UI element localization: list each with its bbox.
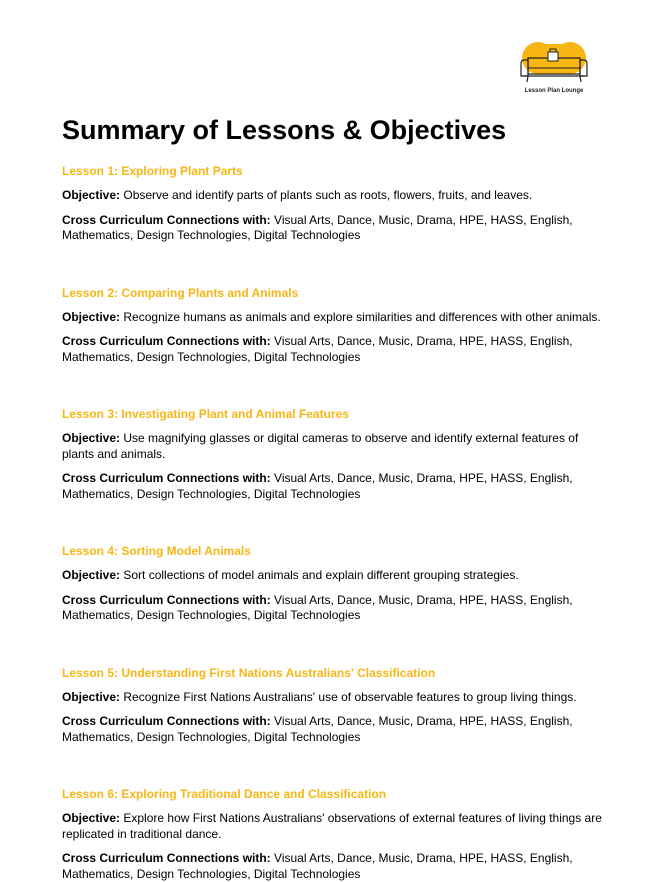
lesson-item [62, 786, 602, 882]
connections-label: Cross Curriculum Connections with: [62, 334, 271, 348]
objective-text [62, 811, 602, 842]
objective-value: Observe and identify parts of plants such as roots, flowers, fruits, and leaves. [123, 188, 533, 202]
objective-label: Objective: [62, 689, 121, 704]
connections-label: Cross Curriculum Connections with: [62, 212, 271, 227]
objective-text [62, 568, 602, 584]
lesson-item [62, 543, 602, 624]
objective-value: Use magnifying glasses or digital cameras to observe and identify external features of plants and animals. [62, 431, 579, 461]
connections-text [62, 213, 602, 244]
lesson-title: Lesson 4: Sorting Model Animals [62, 544, 251, 558]
objective-label: Objective: [62, 811, 121, 825]
connections-text [62, 851, 602, 882]
brand-name: Lesson Plan Lounge [524, 88, 584, 94]
page-title: Summary of Lessons & Objectives [62, 115, 507, 145]
lesson-title: Lesson 6: Exploring Traditional Dance and Classification [62, 787, 387, 801]
objective-label: Objective: [62, 431, 121, 445]
lesson-item [62, 406, 602, 502]
connections-text [62, 471, 602, 502]
objective-label: Objective: [62, 188, 121, 202]
connections-value: Visual Arts, Dance, Music, Drama, HPE, HASS, English, Mathematics, Design Technologies, Digital Technologies [62, 334, 573, 364]
lessons-list [62, 163, 602, 882]
lesson-title: Lesson 1: Exploring Plant Parts [62, 164, 243, 178]
objective-value: Explore how First Nations Australians' observations of external features of living things are replicated in traditional dance. [62, 811, 602, 841]
lesson-item [62, 665, 602, 746]
objective-label: Objective: [62, 568, 121, 582]
connections-value: Visual Arts, Dance, Music, Drama, HPE, HASS, English, Mathematics, Design Technologies, Digital Technologies [62, 471, 573, 501]
connections-text [62, 334, 602, 365]
objective-text [62, 431, 602, 462]
lesson-title: Lesson 2: Comparing Plants and Animals [62, 285, 299, 300]
connections-value: Visual Arts, Dance, Music, Drama, HPE, HASS, English, Mathematics, Design Technologies, Digital Technologies [62, 592, 573, 622]
connections-value: Visual Arts, Dance, Music, Drama, HPE, HASS, English, Mathematics, Design Technologies, Digital Technologies [62, 714, 573, 744]
connections-text [62, 714, 602, 745]
connections-label: Cross Curriculum Connections with: [62, 471, 271, 485]
lesson-title: Lesson 3: Investigating Plant and Animal Features [62, 407, 349, 421]
connections-label: Cross Curriculum Connections with: [62, 592, 271, 607]
connections-value: Visual Arts, Dance, Music, Drama, HPE, HASS, English, Mathematics, Design Technologies, Digital Technologies [62, 212, 573, 242]
connections-text [62, 593, 602, 624]
sofa-icon [516, 40, 592, 88]
connections-label: Cross Curriculum Connections with: [62, 851, 271, 865]
objective-value: Sort collections of model animals and explain different grouping strategies. [123, 568, 519, 582]
connections-value: Visual Arts, Dance, Music, Drama, HPE, HASS, English, Mathematics, Design Technologies, Digital Technologies [62, 851, 573, 881]
brand-logo [516, 40, 596, 100]
connections-label: Cross Curriculum Connections with: [62, 714, 271, 728]
objective-label: Objective: [62, 309, 121, 324]
objective-value: Recognize humans as animals and explore similarities and differences with other animals. [123, 309, 601, 324]
objective-text [62, 310, 602, 326]
objective-value: Recognize First Nations Australians' use of observable features to group living things. [123, 689, 577, 704]
objective-text [62, 188, 602, 204]
objective-text [62, 690, 602, 706]
lesson-item [62, 163, 602, 244]
lesson-item [62, 285, 602, 366]
lesson-title: Lesson 5: Understanding First Nations Australians' Classification [62, 665, 436, 680]
